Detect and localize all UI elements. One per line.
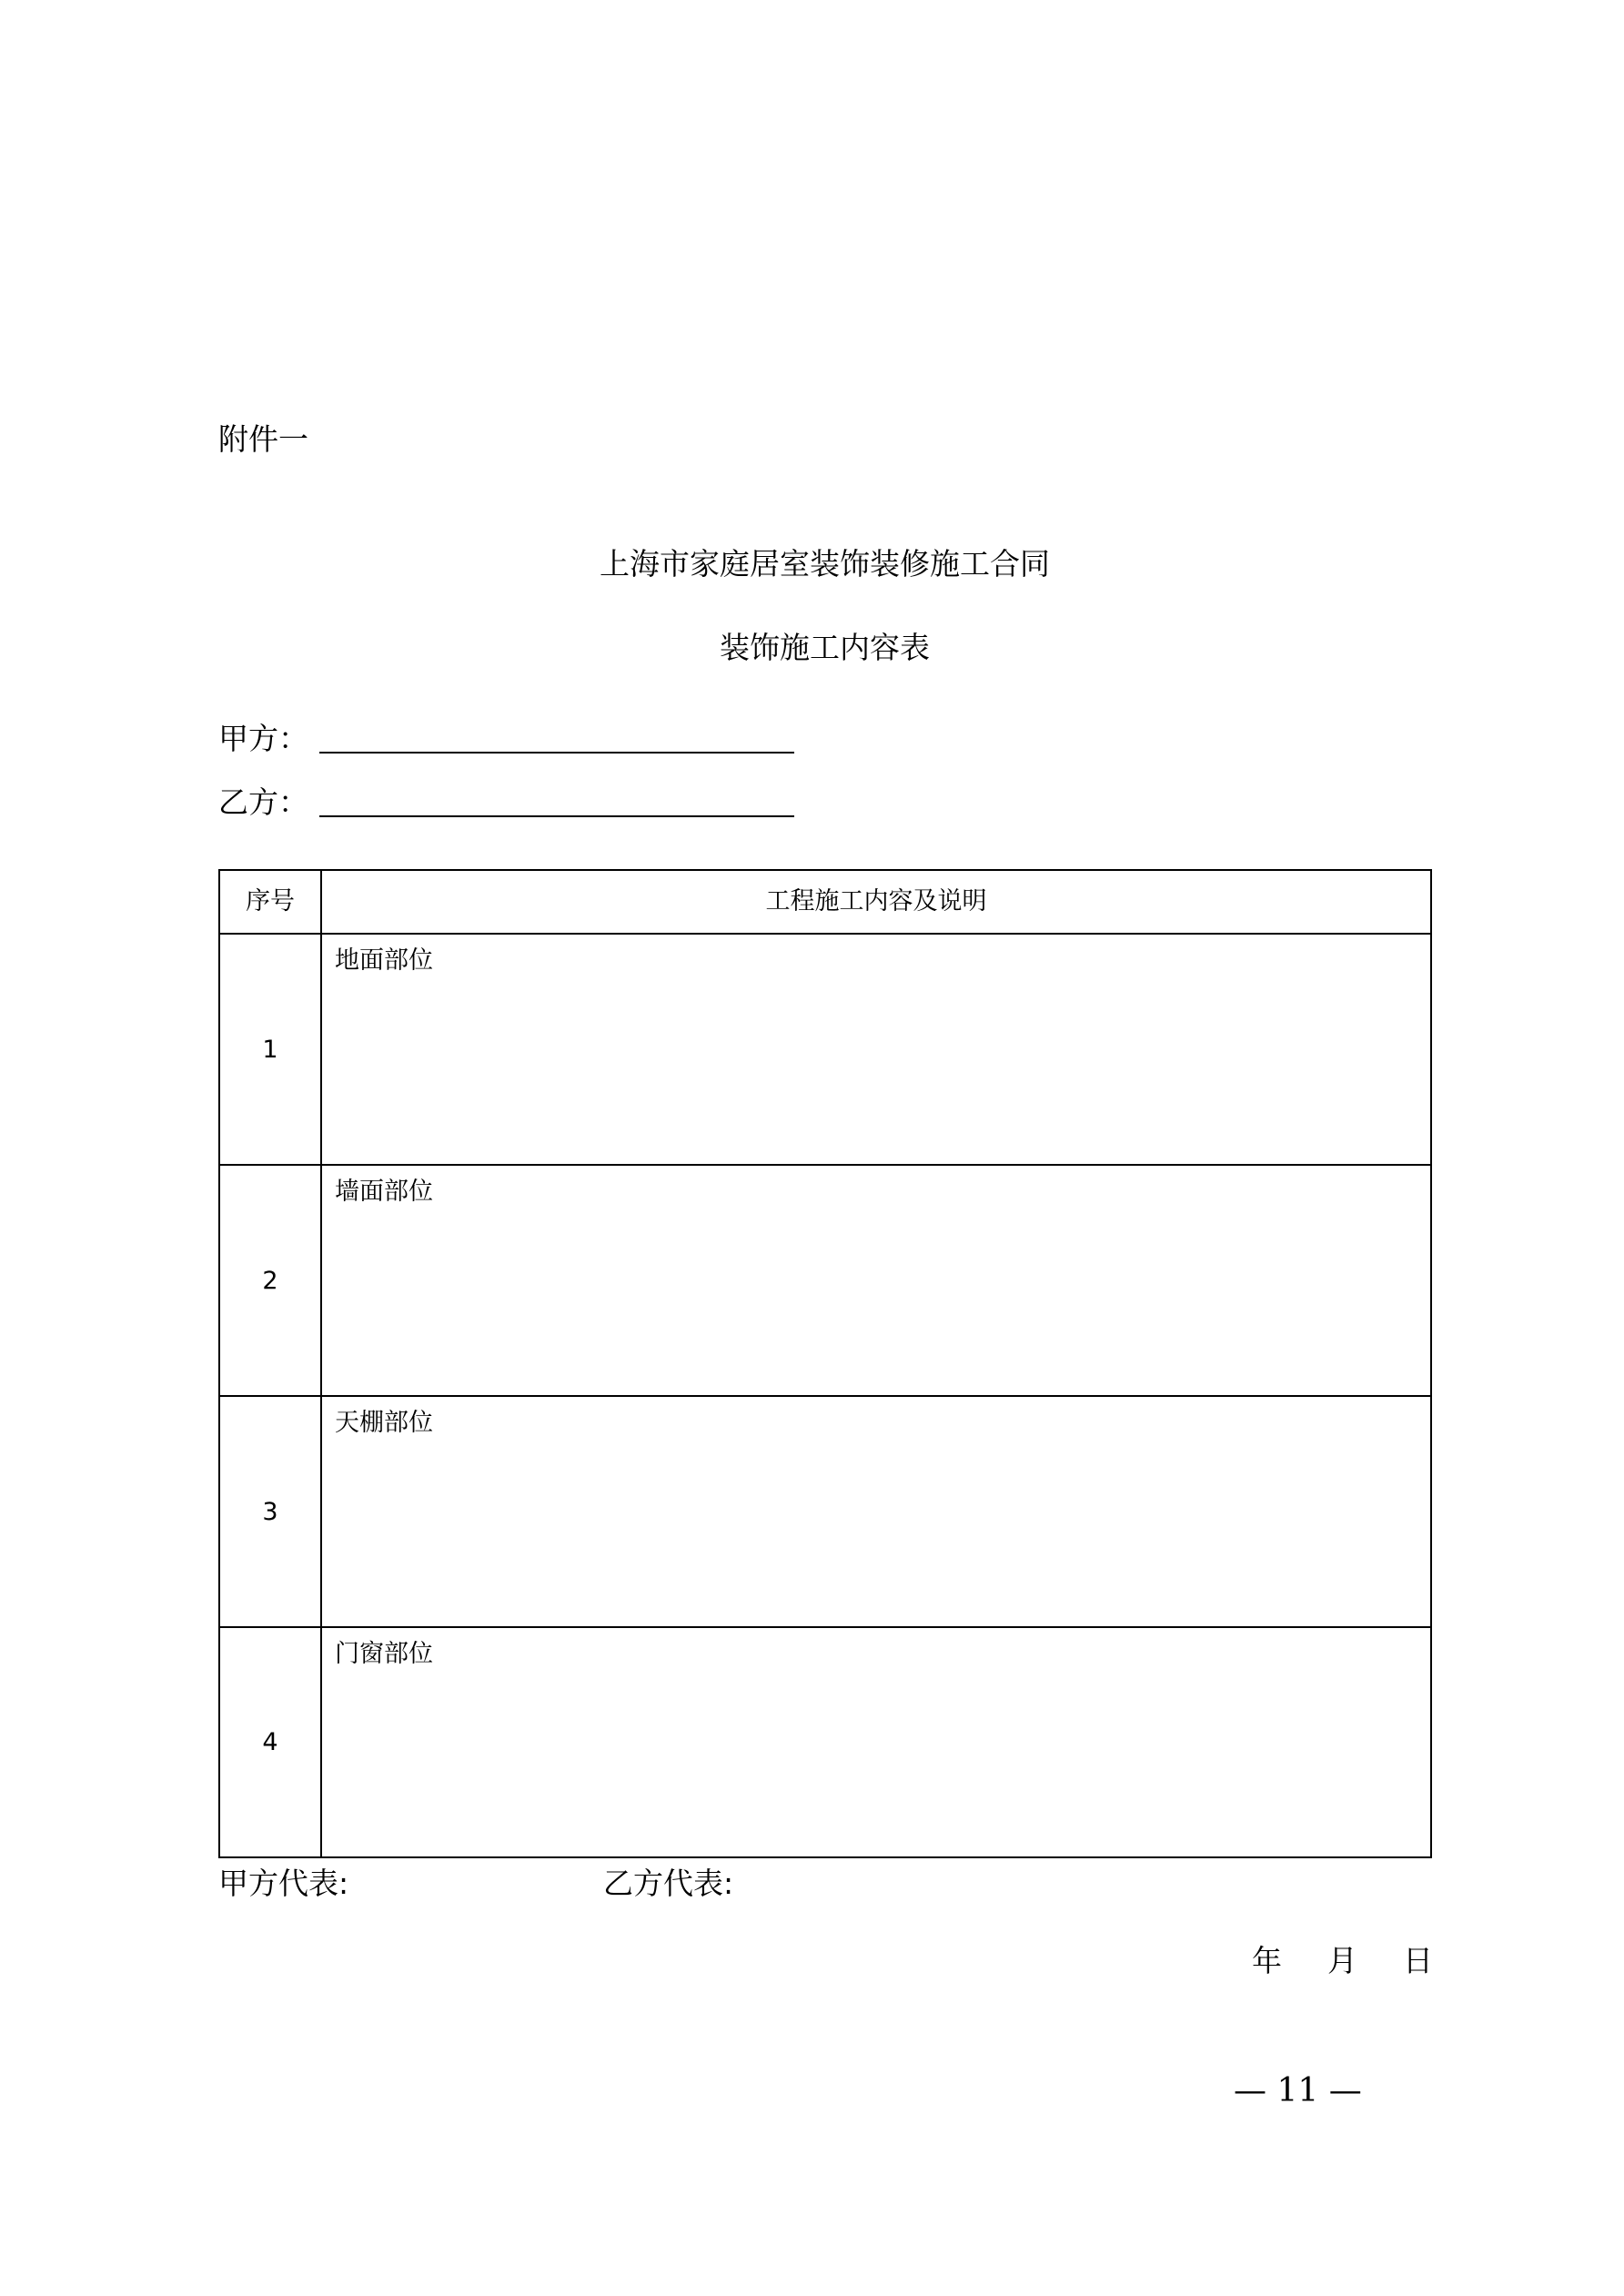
row-number: 1	[262, 1035, 278, 1064]
party-a-blank-line	[319, 752, 794, 754]
party-a-field	[218, 721, 794, 757]
document-subtitle: 装饰施工内容表	[720, 630, 930, 665]
party-a-label: 甲方：	[218, 721, 308, 756]
date-line	[1252, 1941, 1433, 1981]
row-number: 3	[262, 1497, 278, 1526]
row-label-floor: 地面部位	[335, 946, 433, 975]
party-b-field	[218, 784, 794, 821]
table-header-row	[220, 871, 1430, 935]
party-a-representative-label: 甲方代表:	[218, 1866, 349, 1901]
party-b-label: 乙方：	[218, 784, 308, 820]
party-b-blank-line	[319, 815, 794, 817]
row-label-ceiling: 天棚部位	[335, 1409, 433, 1437]
row-number: 2	[262, 1266, 278, 1295]
row-label-doors-windows: 门窗部位	[335, 1640, 433, 1668]
row-number: 4	[262, 1728, 278, 1756]
header-content: 工程施工内容及说明	[765, 887, 987, 915]
date-month: 月	[1327, 1943, 1357, 1978]
date-year: 年	[1252, 1943, 1282, 1978]
table-row	[220, 1397, 1430, 1628]
row-label-wall: 墙面部位	[335, 1178, 433, 1206]
document-title: 上海市家庭居室装饰装修施工合同	[600, 546, 1050, 582]
header-seq: 序号	[246, 887, 295, 915]
attachment-label: 附件一	[218, 421, 308, 457]
party-b-representative-label: 乙方代表:	[603, 1866, 734, 1901]
page-number: — 11 —	[1234, 2072, 1362, 2109]
date-day: 日	[1403, 1943, 1433, 1978]
table-row	[220, 1628, 1430, 1856]
table-row	[220, 935, 1430, 1166]
table-row	[220, 1166, 1430, 1397]
construction-content-table	[218, 869, 1432, 1858]
